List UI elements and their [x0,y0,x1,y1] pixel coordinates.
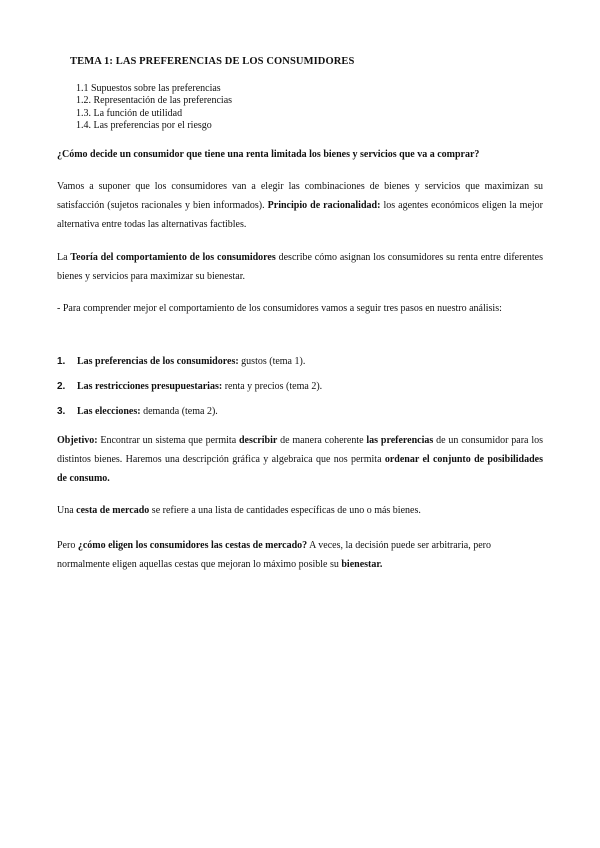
text-run: describe cómo asignan los consumidores su renta entre diferentes bienes y servicios para maximizar su bienestar. [57,252,543,282]
bold-term: Principio de racionalidad: [267,200,381,211]
text-run: A veces, la decisión puede ser arbitraria, pero normalmente eligen aquellas cestas que mejoran lo máximo posible su [57,540,492,570]
text-run: Una [57,505,77,516]
text-run: se refiere a una lista de cantidades específicas de uno o más bienes. [149,505,421,516]
bold-term: las preferencias [366,435,434,446]
text-run: de manera coherente [277,435,367,446]
step-text: demanda (tema 2). [140,406,218,417]
step-text: gustos (tema 1). [238,356,306,367]
paragraph-rationality [57,177,543,234]
page-title: TEMA 1: LAS PREFERENCIAS DE LOS CONSUMIDORES [70,56,355,67]
step-item [57,355,543,369]
bold-term: Teoría del comportamiento de los consumidores [70,252,276,263]
step-title: Las restricciones presupuestarias: [77,381,223,392]
table-of-contents [76,83,232,132]
step-title: Las elecciones: [77,406,141,417]
step-item [57,405,543,419]
toc-item: 1.1 Supuestos sobre las preferencias [76,83,221,94]
text-run: Pero [57,540,78,551]
toc-item: 1.3. La función de utilidad [76,107,183,119]
paragraph-consumer-theory [57,248,543,286]
key-question: ¿Cómo decide un consumidor que tiene una renta limitada los bienes y servicios que va a comprar? [57,149,480,160]
step-item [57,380,543,394]
bold-term: ordenar el conjunto de posibilidades de consumo. [57,454,543,484]
step-number: 3. [57,406,66,417]
bold-term: describir [238,435,278,446]
text-run: de un consumidor para los distintos bienes. Haremos una descripción gráfica y algebraica que nos permita [57,435,543,465]
text-run: Vamos a suponer que los consumidores van a elegir las combinaciones de bienes y servicios que maximizan su satisfacción (sujetos racionales y bien informados). [57,181,543,211]
bold-term: cesta de mercado [76,505,150,516]
bold-term: Objetivo: [57,435,98,446]
toc-item: 1.2. Representación de las preferencias [76,95,233,107]
text-run: Encontrar un sistema que permita [97,435,239,446]
paragraph-choice [57,536,543,574]
step-title: Las preferencias de los consumidores: [77,356,239,367]
step-text: renta y precios (tema 2). [222,381,323,392]
paragraph-market-basket [57,501,543,520]
bold-term: ¿cómo eligen los consumidores las cestas de mercado? [77,540,308,551]
paragraph-objective [57,431,543,488]
paragraph-steps-intro: - Para comprender mejor el comportamiento de los consumidores vamos a seguir tres pasos en nuestro análisis: [57,303,502,314]
step-number: 2. [57,381,66,392]
text-run: La [57,252,71,263]
text-run: los agentes económicos eligen la mejor alternativa entre todas las alternativas factibles. [57,200,544,230]
toc-item: 1.4. Las preferencias por el riesgo [76,119,212,131]
step-number: 1. [57,356,66,367]
bold-term: bienestar. [341,559,383,570]
